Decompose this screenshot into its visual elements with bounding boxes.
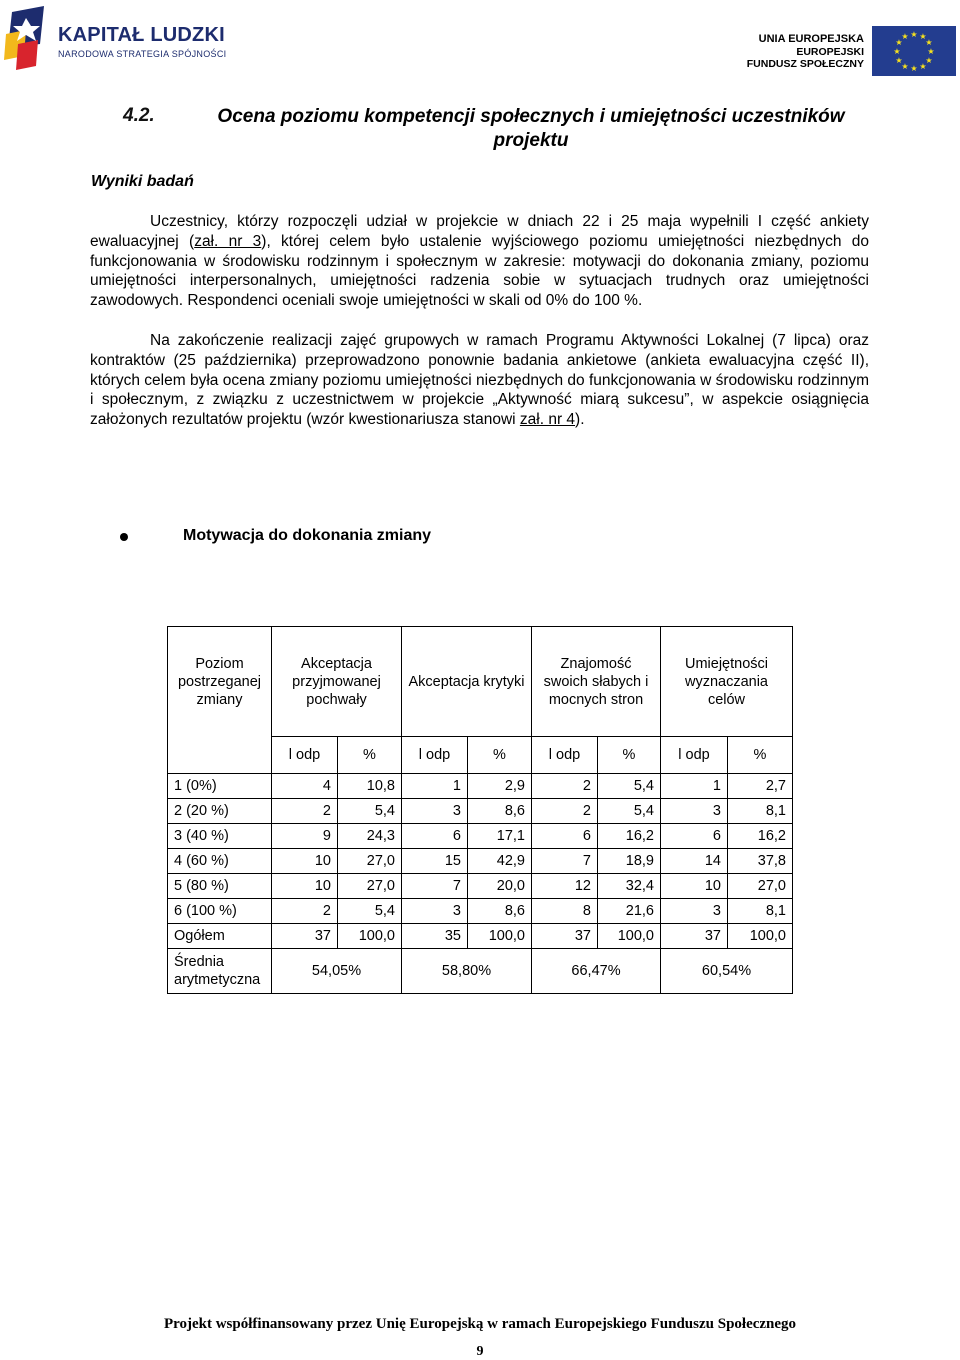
table-cell: 7	[402, 874, 468, 899]
header-group-3: Znajomość swoich słabych i mocnych stron	[532, 627, 661, 737]
svg-text:★: ★	[925, 56, 933, 65]
paragraph-evaluation	[90, 331, 869, 430]
svg-text:★: ★	[901, 32, 909, 41]
table-header-row	[168, 627, 793, 737]
subheader-count: l odp	[272, 737, 338, 774]
table-cell: 37	[661, 924, 728, 949]
table-cell: 2	[532, 774, 598, 799]
table-cell: 8,6	[468, 899, 532, 924]
table-cell: 18,9	[598, 849, 661, 874]
table-cell: 16,2	[728, 824, 793, 849]
table-cell: 100,0	[598, 924, 661, 949]
attachment-3-link[interactable]: zał. nr 3	[194, 232, 262, 250]
header-corner: Poziom postrzeganej zmiany	[168, 627, 272, 737]
svg-text:★: ★	[925, 38, 933, 47]
table-cell: 100,0	[728, 924, 793, 949]
table-cell: 6	[402, 824, 468, 849]
row-label: 1 (0%)	[168, 774, 272, 799]
table-cell: 8,1	[728, 899, 793, 924]
footer-cofinancing-note: Projekt współfinansowany przez Unię Europejską w ramach Europejskiego Funduszu Społecznego	[163, 1316, 797, 1332]
paragraph-intro-text-b: ), której celem było ustalenie wyjściowego poziomu umiejętności niezbędnych do funkcjonowania w środowisku rodzinnym i społecznym w zakresie: motywacji do dokonania zmiany, poziomu umiejętności interpersonalnych, umiejętności radzenia sobie w sytuacjach trudnych oraz umiejętności zawodowych. Respondenci oceniali swoje umiejętności w skali od 0% do 100 %.	[90, 232, 869, 310]
eu-line-3: FUNDUSZ SPOŁECZNY	[746, 58, 864, 70]
eu-line-2: EUROPEJSKI	[796, 46, 864, 58]
table-cell: 9	[272, 824, 338, 849]
table-cell: 3	[402, 799, 468, 824]
table-cell: 5,4	[338, 799, 402, 824]
subheader-pct: %	[598, 737, 661, 774]
table-cell: 1	[402, 774, 468, 799]
paragraph-intro	[90, 212, 869, 311]
table-cell: 100,0	[468, 924, 532, 949]
table-cell: 27,0	[728, 874, 793, 899]
table-cell: 2	[272, 899, 338, 924]
table-cell: 12	[532, 874, 598, 899]
table-row	[168, 774, 793, 799]
kapital-ludzki-logo	[4, 4, 227, 70]
svg-text:★: ★	[919, 32, 927, 41]
svg-text:★: ★	[895, 38, 903, 47]
average-cell: 66,47%	[532, 949, 661, 994]
section-number: 4.2.	[123, 105, 155, 126]
table-cell: 3	[661, 899, 728, 924]
subheader-pct: %	[468, 737, 532, 774]
table-cell: 2	[532, 799, 598, 824]
header-group-1: Akceptacja przyjmowanej pochwały	[272, 627, 402, 737]
table-cell: 100,0	[338, 924, 402, 949]
table-cell: 5,4	[598, 774, 661, 799]
header-group-4: Umiejętności wyznaczania celów	[661, 627, 793, 737]
row-label: 3 (40 %)	[168, 824, 272, 849]
table-cell: 10	[272, 849, 338, 874]
subheader-count: l odp	[402, 737, 468, 774]
header-group-2: Akceptacja krytyki	[402, 627, 532, 737]
paragraph-evaluation-text-a: Na zakończenie realizacji zajęć grupowych w ramach Programu Aktywności Lokalnej (7 lipca) oraz kontraktów (25 października) przeprowadzono ponownie badania ankietowe (ankieta ewaluacyjna część II), których celem była ocena zmiany poziomu umiejętności niezbędnych do funkcjonowania w środowisku rodzinnym i społecznym, z związku z uczestnictwem w projekcie „Aktywność miarą sukcesu”, w aspekcie osiągnięcia założonych rezultatów projektu (wzór kwestionariusza stanowi	[90, 332, 869, 429]
table-cell: 10	[272, 874, 338, 899]
row-label: 4 (60 %)	[168, 849, 272, 874]
table-cell: 24,3	[338, 824, 402, 849]
table-cell: 4	[272, 774, 338, 799]
table-cell: 5,4	[598, 799, 661, 824]
table-cell: 8,1	[728, 799, 793, 824]
row-label: 5 (80 %)	[168, 874, 272, 899]
table-cell: 7	[532, 849, 598, 874]
table-cell: 2,7	[728, 774, 793, 799]
table-cell: 2,9	[468, 774, 532, 799]
table-cell: 16,2	[598, 824, 661, 849]
table-row	[168, 824, 793, 849]
table-cell: 17,1	[468, 824, 532, 849]
svg-text:★: ★	[893, 47, 901, 56]
table-row	[168, 874, 793, 899]
table-subheader-row	[168, 737, 793, 774]
table-cell: 8	[532, 899, 598, 924]
table-row-average	[168, 949, 793, 994]
eu-flag-icon	[872, 26, 956, 76]
bullet-icon	[120, 533, 128, 541]
subheading-results: Wyniki badań	[91, 173, 194, 190]
table-cell: 1	[661, 774, 728, 799]
table-cell: 10,8	[338, 774, 402, 799]
kapital-ludzki-title: KAPITAŁ LUDZKI	[58, 24, 225, 46]
table-cell: 3	[661, 799, 728, 824]
page-number: 9	[476, 1344, 484, 1359]
table-cell: 5,4	[338, 899, 402, 924]
header-corner-empty	[168, 737, 272, 774]
svg-text:★: ★	[895, 56, 903, 65]
bullet-heading: Motywacja do dokonania zmiany	[183, 527, 432, 544]
row-label: Średnia arytmetyczna	[168, 949, 272, 994]
svg-text:★: ★	[901, 62, 909, 71]
kapital-ludzki-subtitle: NARODOWA STRATEGIA SPÓJNOŚCI	[58, 49, 227, 59]
kapital-ludzki-mark-icon	[4, 4, 48, 70]
subheader-pct: %	[338, 737, 402, 774]
paragraph-intro-text-a: Uczestnicy, którzy rozpoczęli udział w projekcie w dniach 22 i 25 maja wypełnili I część ankiety ewaluacyjnej (	[90, 213, 869, 250]
table-cell: 21,6	[598, 899, 661, 924]
eu-fund-label	[747, 33, 864, 70]
results-table	[167, 626, 793, 994]
svg-text:★: ★	[910, 30, 918, 39]
table-cell: 6	[532, 824, 598, 849]
average-cell: 58,80%	[402, 949, 532, 994]
table-cell: 37,8	[728, 849, 793, 874]
row-label: 2 (20 %)	[168, 799, 272, 824]
table-cell: 37	[532, 924, 598, 949]
table-cell: 14	[661, 849, 728, 874]
row-label: 6 (100 %)	[168, 899, 272, 924]
table-row	[168, 799, 793, 824]
section-title: Ocena poziomu kompetencji społecznych i umiejętności uczestników projektu	[217, 106, 845, 151]
attachment-4-link[interactable]: zał. nr 4	[519, 411, 576, 429]
subheader-pct: %	[728, 737, 793, 774]
table-cell: 6	[661, 824, 728, 849]
table-cell: 3	[402, 899, 468, 924]
row-label: Ogółem	[168, 924, 272, 949]
average-cell: 60,54%	[661, 949, 793, 994]
table-cell: 27,0	[338, 874, 402, 899]
table-cell: 27,0	[338, 849, 402, 874]
table-row	[168, 849, 793, 874]
table-row-total	[168, 924, 793, 949]
svg-text:★: ★	[919, 62, 927, 71]
svg-text:★: ★	[927, 47, 935, 56]
table-cell: 35	[402, 924, 468, 949]
svg-text:★: ★	[910, 64, 918, 73]
table-cell: 20,0	[468, 874, 532, 899]
table-cell: 37	[272, 924, 338, 949]
table-cell: 42,9	[468, 849, 532, 874]
average-cell: 54,05%	[272, 949, 402, 994]
table-cell: 8,6	[468, 799, 532, 824]
table-row	[168, 899, 793, 924]
eu-line-1: UNIA EUROPEJSKA	[758, 33, 864, 45]
table-cell: 10	[661, 874, 728, 899]
table-cell: 15	[402, 849, 468, 874]
table-cell: 32,4	[598, 874, 661, 899]
paragraph-evaluation-text-b: ).	[575, 411, 585, 429]
subheader-count: l odp	[661, 737, 728, 774]
subheader-count: l odp	[532, 737, 598, 774]
table-cell: 2	[272, 799, 338, 824]
